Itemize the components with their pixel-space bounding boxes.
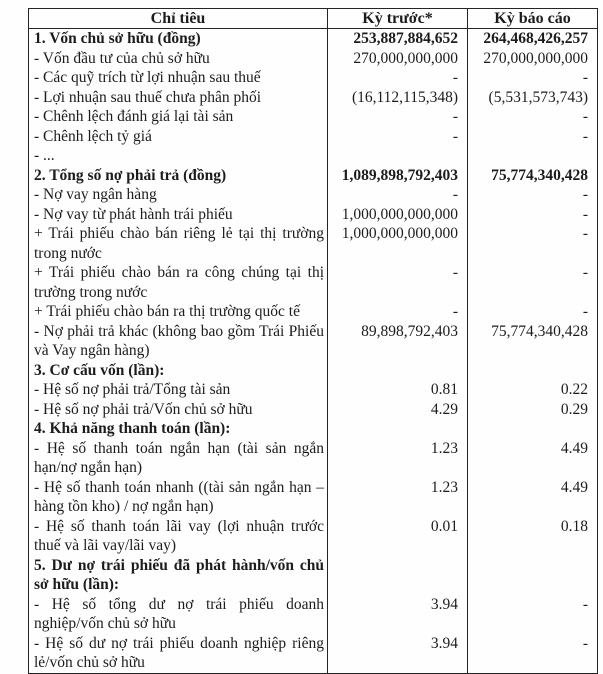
row-value-reporting: 75,774,340,428 bbox=[468, 322, 598, 361]
row-value-previous: 1.23 bbox=[328, 478, 468, 517]
table-row bbox=[29, 29, 598, 49]
row-value-previous: 1.23 bbox=[328, 439, 468, 478]
row-label: - Hệ số thanh toán lãi vay (lợi nhuận trước thuế và lãi vay/lãi vay) bbox=[34, 517, 324, 554]
row-label: - Lợi nhuận sau thuế chưa phân phối bbox=[34, 88, 262, 106]
row-label: - Nợ phải trả khác (không bao gồm Trái Phiếu và Vay ngân hàng) bbox=[34, 322, 324, 359]
table-row bbox=[29, 361, 598, 381]
table-row bbox=[29, 517, 598, 556]
row-label: 3. Cơ cấu vốn (lần): bbox=[34, 361, 165, 379]
row-value-reporting: 0.18 bbox=[468, 517, 598, 556]
row-label: 1. Vốn chủ sở hữu (đồng) bbox=[34, 30, 201, 47]
row-label: 5. Dư nợ trái phiếu đã phát hành/vốn chủ sở hữu (lần): bbox=[34, 556, 324, 593]
row-label: - Chênh lệch đánh giá lại tài sản bbox=[34, 108, 234, 125]
row-value-previous bbox=[328, 556, 468, 595]
table-row bbox=[29, 49, 598, 69]
row-label: - Nợ vay ngân hàng bbox=[34, 186, 157, 203]
row-value-previous: 0.01 bbox=[328, 517, 468, 556]
table-row bbox=[29, 439, 598, 478]
row-value-previous bbox=[328, 146, 468, 166]
row-label: + Trái phiếu chào bán ra công chúng tại thị trường trong nước bbox=[34, 264, 324, 301]
column-header-reporting-period: Kỳ báo cáo bbox=[468, 9, 598, 29]
row-value-previous: 3.94 bbox=[328, 634, 468, 674]
table-row bbox=[29, 88, 598, 108]
row-value-reporting: - bbox=[468, 634, 598, 674]
table-row bbox=[29, 400, 598, 420]
row-label: 2. Tổng số nợ phải trả (đồng) bbox=[34, 166, 227, 184]
table-row bbox=[29, 634, 598, 674]
row-value-reporting: 75,774,340,428 bbox=[468, 166, 598, 186]
row-label: 4. Khả năng thanh toán (lần): bbox=[34, 420, 231, 437]
row-label: - ... bbox=[34, 147, 55, 164]
row-value-reporting: - bbox=[468, 302, 598, 322]
row-value-previous: 1,000,000,000,000 bbox=[328, 205, 468, 225]
table-row bbox=[29, 419, 598, 439]
row-value-reporting: 264,468,426,257 bbox=[468, 29, 598, 49]
row-value-reporting bbox=[468, 556, 598, 595]
row-value-previous: - bbox=[328, 302, 468, 322]
table-row bbox=[29, 127, 598, 147]
row-value-reporting: - bbox=[468, 68, 598, 88]
table-row bbox=[29, 107, 598, 127]
row-label: - Hệ số tổng dư nợ trái phiếu doanh nghiệp/vốn chủ sở hữu bbox=[34, 595, 324, 632]
row-value-reporting: - bbox=[468, 224, 598, 263]
row-label: - Hệ số dư nợ trái phiếu doanh nghiệp riêng lẻ/vốn chủ sở hữu bbox=[34, 634, 324, 671]
table-body bbox=[29, 29, 598, 674]
row-value-reporting: - bbox=[468, 107, 598, 127]
row-label: - Hệ số thanh toán nhanh ((tài sản ngắn hạn – hàng tồn kho) / nợ ngắn hạn) bbox=[34, 478, 324, 515]
table-row bbox=[29, 478, 598, 517]
table-row bbox=[29, 595, 598, 634]
row-value-reporting: 0.22 bbox=[468, 380, 598, 400]
row-value-previous: 1,089,898,792,403 bbox=[328, 166, 468, 186]
table-row bbox=[29, 68, 598, 88]
row-value-previous: - bbox=[328, 68, 468, 88]
row-value-reporting: - bbox=[468, 205, 598, 225]
table-row bbox=[29, 185, 598, 205]
document-page bbox=[28, 8, 598, 674]
row-label: - Hệ số thanh toán ngắn hạn (tài sản ngắn hạn/nợ ngắn hạn) bbox=[34, 439, 324, 476]
row-value-previous: 270,000,000,000 bbox=[328, 49, 468, 69]
row-label: + Trái phiếu chào bán riêng lẻ tại thị trường trong nước bbox=[34, 225, 324, 262]
row-label: - Vốn đầu tư của chủ sở hữu bbox=[34, 49, 210, 67]
row-value-previous: 3.94 bbox=[328, 595, 468, 634]
table-row bbox=[29, 205, 598, 225]
table-row bbox=[29, 166, 598, 186]
column-header-previous-period: Kỳ trước* bbox=[328, 9, 468, 29]
table-row bbox=[29, 263, 598, 302]
table-row bbox=[29, 302, 598, 322]
row-value-previous: - bbox=[328, 263, 468, 302]
row-value-previous: 0.81 bbox=[328, 380, 468, 400]
column-header-criteria: Chỉ tiêu bbox=[29, 9, 328, 29]
row-value-reporting: - bbox=[468, 185, 598, 205]
row-label: - Nợ vay từ phát hành trái phiếu bbox=[34, 205, 233, 223]
row-value-previous: - bbox=[328, 107, 468, 127]
row-value-reporting: (5,531,573,743) bbox=[468, 88, 598, 108]
row-value-previous: 1,000,000,000,000 bbox=[328, 224, 468, 263]
financial-indicators-table bbox=[28, 8, 598, 674]
row-label: - Chênh lệch tỷ giá bbox=[34, 127, 152, 145]
row-value-reporting bbox=[468, 361, 598, 381]
row-value-previous: (16,112,115,348) bbox=[328, 88, 468, 108]
row-value-reporting: 270,000,000,000 bbox=[468, 49, 598, 69]
table-row bbox=[29, 380, 598, 400]
table-header-row bbox=[29, 9, 598, 29]
row-value-previous: 4.29 bbox=[328, 400, 468, 420]
row-value-reporting: 4.49 bbox=[468, 439, 598, 478]
row-value-reporting bbox=[468, 419, 598, 439]
row-value-previous bbox=[328, 361, 468, 381]
table-row bbox=[29, 322, 598, 361]
row-label: - Hệ số nợ phải trả/Tổng tài sản bbox=[34, 381, 231, 398]
row-label: - Hệ số nợ phải trả/Vốn chủ sở hữu bbox=[34, 400, 253, 418]
row-value-reporting: 0.29 bbox=[468, 400, 598, 420]
row-value-reporting bbox=[468, 146, 598, 166]
row-value-reporting: - bbox=[468, 595, 598, 634]
row-value-reporting: - bbox=[468, 127, 598, 147]
row-value-previous bbox=[328, 419, 468, 439]
row-label: - Các quỹ trích từ lợi nhuận sau thuế bbox=[34, 69, 261, 86]
row-value-previous: - bbox=[328, 185, 468, 205]
table-row bbox=[29, 146, 598, 166]
table-row bbox=[29, 224, 598, 263]
row-value-reporting: 4.49 bbox=[468, 478, 598, 517]
table-row bbox=[29, 556, 598, 595]
row-value-previous: 253,887,884,652 bbox=[328, 29, 468, 49]
row-value-previous: 89,898,792,403 bbox=[328, 322, 468, 361]
row-value-previous: - bbox=[328, 127, 468, 147]
row-label: + Trái phiếu chào bán ra thị trường quốc tế bbox=[34, 303, 300, 320]
row-value-reporting: - bbox=[468, 263, 598, 302]
